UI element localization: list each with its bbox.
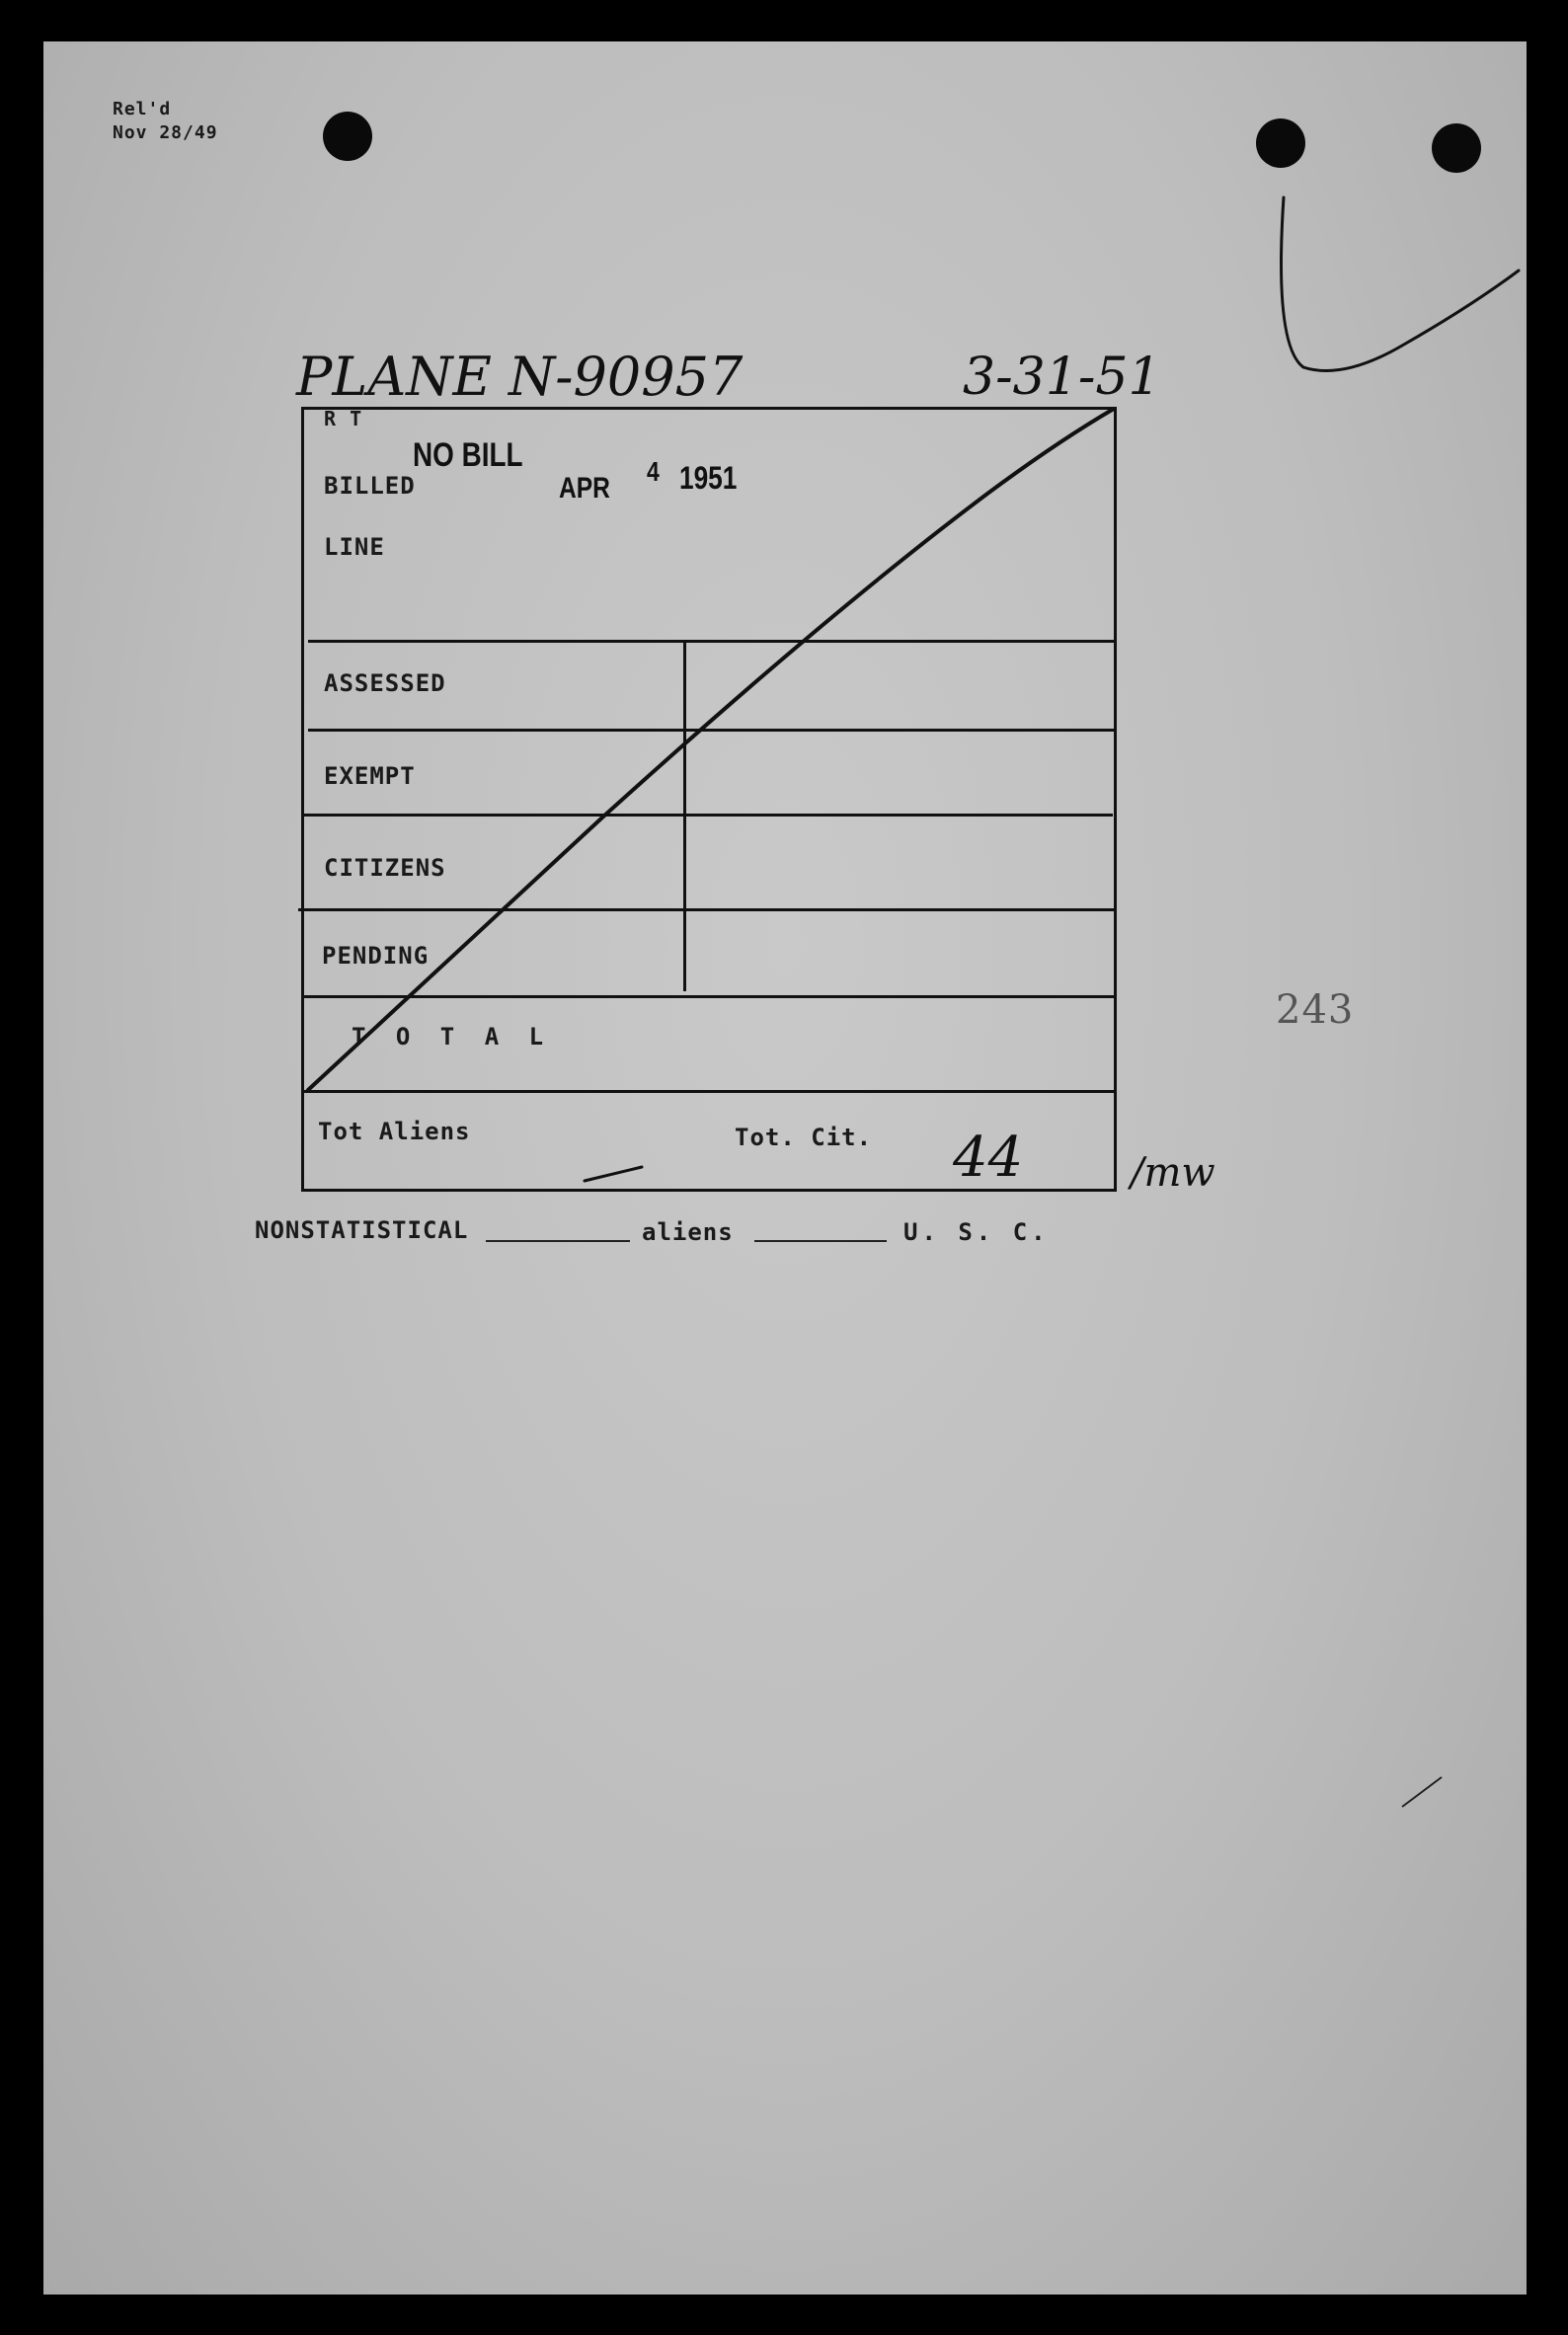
corner-check-mark xyxy=(1282,197,1520,371)
dash-mark xyxy=(585,1167,642,1181)
total-aliens-label: Tot Aliens xyxy=(318,1118,471,1145)
row-label-exempt: EXEMPT xyxy=(324,762,416,790)
usc-label: U. S. C. xyxy=(903,1218,1050,1246)
initials-handwritten: /mw xyxy=(1131,1150,1215,1196)
margin-number: 243 xyxy=(1276,987,1355,1033)
margin-tick xyxy=(1402,1777,1442,1807)
row-label-total: T O T A L xyxy=(352,1023,552,1051)
no-bill-stamp: NO BILL xyxy=(413,436,523,474)
row-label-line: LINE xyxy=(324,533,385,561)
corner-note-line2: Nov 28/49 xyxy=(113,122,218,143)
corner-note-line1: Rel'd xyxy=(113,99,172,119)
row-label-assessed: ASSESSED xyxy=(324,669,446,697)
row-label-billed: BILLED xyxy=(324,472,416,500)
date-stamp-day: 4 xyxy=(647,456,660,487)
row-label-rt: R T xyxy=(324,407,363,430)
row-label-citizens: CITIZENS xyxy=(324,854,446,882)
nonstatistical-label: NONSTATISTICAL xyxy=(255,1216,469,1244)
total-citizens-label: Tot. Cit. xyxy=(735,1124,873,1151)
date-stamp-year: 1951 xyxy=(679,460,738,496)
count-handwritten: 44 xyxy=(953,1126,1024,1190)
row-label-pending: PENDING xyxy=(322,942,430,970)
diagonal-cancel-stroke xyxy=(308,409,1114,1090)
plane-number-handwritten: PLANE N-90957 xyxy=(296,346,744,408)
date-stamp-month: APR xyxy=(559,472,610,505)
date-handwritten: 3-31-51 xyxy=(963,348,1161,407)
aliens-label: aliens xyxy=(642,1218,734,1246)
